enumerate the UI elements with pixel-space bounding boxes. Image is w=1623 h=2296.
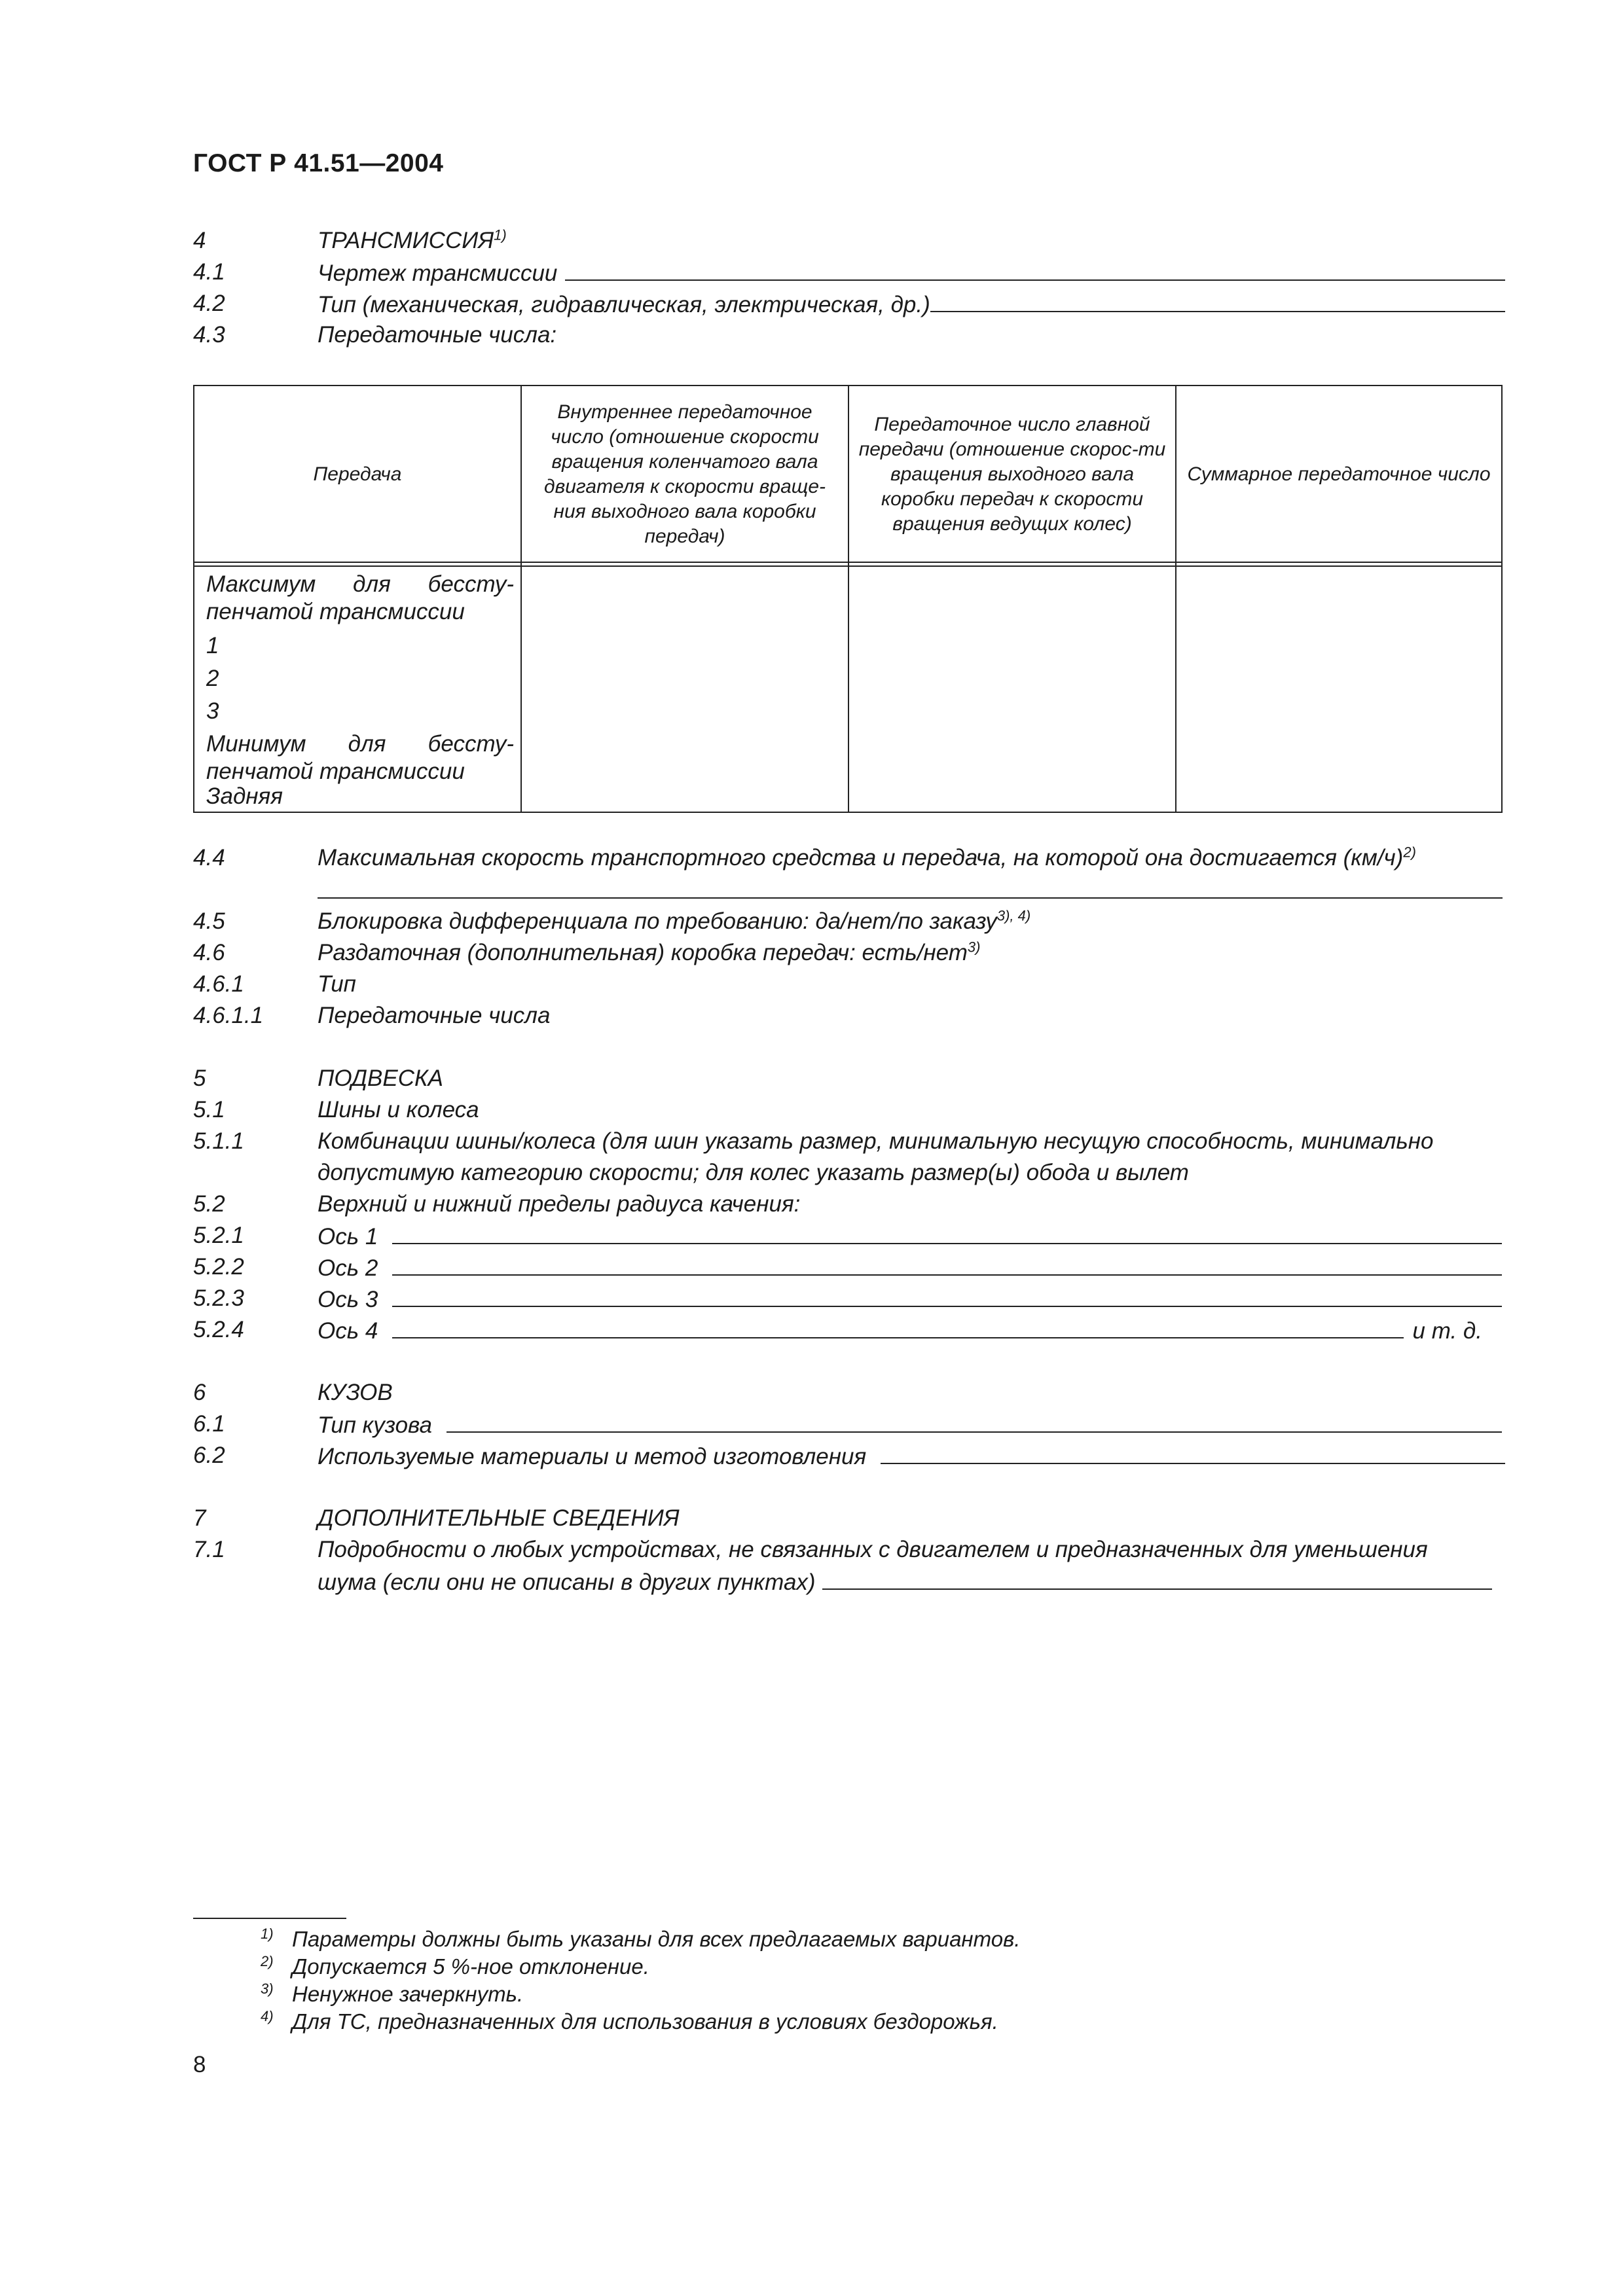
item-number: 5.1 [193, 1097, 225, 1122]
item-number: 6.2 [193, 1443, 225, 1468]
item-number: 4.5 [193, 908, 225, 934]
cell-line: пенчатой трансмиссии [206, 759, 465, 784]
footnote-text: Параметры должны быть указаны для всех предлагаемых вариантов. [292, 1927, 1021, 1951]
table-header-internal-ratio: Внутреннее передаточное число (отношение скорости вращения коленчатого вала двигателя к скорости враще-ния выходного вала коробки передач) [544, 401, 826, 547]
section-title: КУЗОВ [318, 1380, 393, 1405]
item-number: 5.2.3 [193, 1285, 244, 1311]
item-7-1 [193, 1535, 1505, 1565]
item-label: Чертеж трансмиссии [318, 260, 558, 286]
fill-in-line[interactable] [318, 897, 1503, 899]
section-7-heading [193, 1503, 1505, 1534]
section-number: 7 [193, 1505, 206, 1531]
item-4-1 [193, 257, 1505, 287]
item-label: Максимальная скорость транспортного средства и передача, на которой она достигается (км/ч) [318, 845, 1404, 870]
table-divider [194, 565, 1501, 567]
section-title: ДОПОЛНИТЕЛЬНЫЕ СВЕДЕНИЯ [318, 1505, 680, 1531]
item-6-1 [193, 1409, 1502, 1439]
table-header-gear: Передача [313, 463, 402, 485]
cell-line: пенчатой трансмиссии [206, 599, 465, 624]
item-label: Ось 2 [318, 1255, 378, 1281]
fill-in-line[interactable] [392, 1252, 1502, 1276]
table-header-total-ratio: Суммарное передаточное число [1187, 463, 1491, 485]
fill-in-line[interactable] [447, 1409, 1502, 1433]
fill-in-line[interactable] [565, 257, 1505, 281]
item-tail: и т. д. [1412, 1318, 1482, 1344]
item-label: Верхний и нижний пределы радиуса качения: [318, 1191, 801, 1217]
item-4-6 [193, 938, 1505, 968]
footnote-ref: 1) [494, 226, 507, 243]
item-number: 4.3 [193, 322, 225, 348]
item-number: 5.2 [193, 1191, 225, 1217]
section-number: 6 [193, 1380, 206, 1405]
item-5-2-3 [193, 1283, 1502, 1314]
item-5-1 [193, 1095, 1505, 1125]
footnote-ref: 3) [967, 939, 981, 956]
table-row-reverse: Задняя [206, 783, 283, 809]
item-number: 7.1 [193, 1537, 225, 1562]
table-row-max-cvt [206, 571, 514, 626]
item-number: 4.4 [193, 845, 225, 870]
table-row-gear-1: 1 [206, 633, 219, 658]
footnote-mark: 4) [261, 2008, 274, 2024]
cell-line: Максимум для бессту- [206, 571, 514, 597]
section-6-heading [193, 1378, 1505, 1408]
section-number: 5 [193, 1066, 206, 1091]
item-label: Раздаточная (дополнительная) коробка передач: есть/нет [318, 940, 968, 965]
item-6-2 [193, 1441, 1505, 1471]
item-number: 5.2.4 [193, 1317, 244, 1342]
item-label: Шины и колеса [318, 1097, 479, 1122]
item-5-2-4 [193, 1315, 1482, 1345]
footnote-text: Допускается 5 %-ное отклонение. [292, 1954, 649, 1979]
item-5-2 [193, 1189, 1505, 1219]
item-label: Передаточные числа [318, 1003, 551, 1028]
fill-in-line[interactable] [392, 1315, 1403, 1338]
footnote-text: Для ТС, предназначенных для использования в условиях бездорожья. [292, 2009, 998, 2034]
section-title: ТРАНСМИССИЯ [318, 228, 494, 253]
fill-in-line[interactable] [881, 1441, 1505, 1464]
item-4-4 [193, 843, 1505, 873]
fill-in-line[interactable] [392, 1283, 1502, 1307]
footnote-mark: 2) [261, 1953, 274, 1969]
section-number: 4 [193, 228, 206, 253]
item-label: допустимую категорию скорости; для колес указать размер(ы) обода и вылет [318, 1160, 1189, 1185]
item-label: Используемые материалы и метод изготовления [318, 1444, 867, 1469]
item-label: Ось 3 [318, 1287, 378, 1312]
table-row-gear-3: 3 [206, 698, 219, 724]
item-number: 4.1 [193, 259, 225, 285]
item-label: Передаточные числа: [318, 322, 557, 348]
gear-ratio-table [193, 385, 1503, 813]
footnote-ref: 2) [1403, 844, 1416, 861]
item-label: Тип [318, 971, 356, 997]
item-5-1-1 [193, 1126, 1505, 1157]
item-4-5 [193, 906, 1505, 937]
item-label: шума (если они не описаны в других пунктах) [318, 1570, 816, 1595]
item-label: Ось 1 [318, 1224, 378, 1249]
item-number: 5.1.1 [193, 1128, 244, 1154]
footnote-ref: 3), 4) [996, 907, 1031, 924]
table-row-gear-2: 2 [206, 666, 219, 691]
item-5-2-2 [193, 1252, 1502, 1282]
item-5-2-1 [193, 1221, 1502, 1251]
item-4-3 [193, 320, 1505, 350]
item-7-1-continued [193, 1566, 1492, 1596]
footnote-text: Ненужное зачеркнуть. [292, 1982, 524, 2006]
item-number: 5.2.1 [193, 1223, 244, 1248]
section-4-heading [193, 226, 1505, 256]
item-5-1-1-continued [193, 1158, 1505, 1188]
item-4-6-1 [193, 969, 1505, 999]
footnote-separator [193, 1918, 346, 1919]
footnote-mark: 1) [261, 1926, 274, 1942]
item-number: 6.1 [193, 1411, 225, 1437]
item-label: Тип кузова [318, 1412, 432, 1438]
table-row-min-cvt [206, 730, 514, 785]
document-header: ГОСТ Р 41.51—2004 [193, 149, 444, 177]
fill-in-line[interactable] [392, 1221, 1502, 1244]
item-4-6-1-1 [193, 1001, 1505, 1031]
table-header-final-drive-ratio: Передаточное число главной передачи (отношение скорос-ти вращения выходного вала коробки передач к скорости вращения ведущих колес) [858, 414, 1166, 535]
cell-line: Минимум для бессту- [206, 731, 514, 757]
fill-in-line[interactable] [930, 289, 1505, 312]
item-number: 4.2 [193, 291, 225, 316]
item-4-2 [193, 289, 1505, 319]
fill-in-line[interactable] [822, 1566, 1492, 1590]
item-label: Тип (механическая, гидравлическая, электрическая, др.) [318, 292, 930, 317]
page-number: 8 [193, 2052, 206, 2077]
item-number: 4.6.1 [193, 971, 244, 997]
item-number: 4.6.1.1 [193, 1003, 264, 1028]
section-5-heading [193, 1064, 1505, 1094]
item-number: 5.2.2 [193, 1254, 244, 1280]
item-label: Подробности о любых устройствах, не связанных с двигателем и предназначенных для уменьшения [318, 1537, 1428, 1562]
section-title: ПОДВЕСКА [318, 1066, 443, 1091]
item-number: 4.6 [193, 940, 225, 965]
footnote-mark: 3) [261, 1981, 274, 1997]
item-label: Комбинации шины/колеса (для шин указать размер, минимальную несущую способность, минимально [318, 1128, 1434, 1154]
item-label: Ось 4 [318, 1318, 378, 1344]
item-label: Блокировка дифференциала по требованию: да/нет/по заказу [318, 908, 997, 934]
